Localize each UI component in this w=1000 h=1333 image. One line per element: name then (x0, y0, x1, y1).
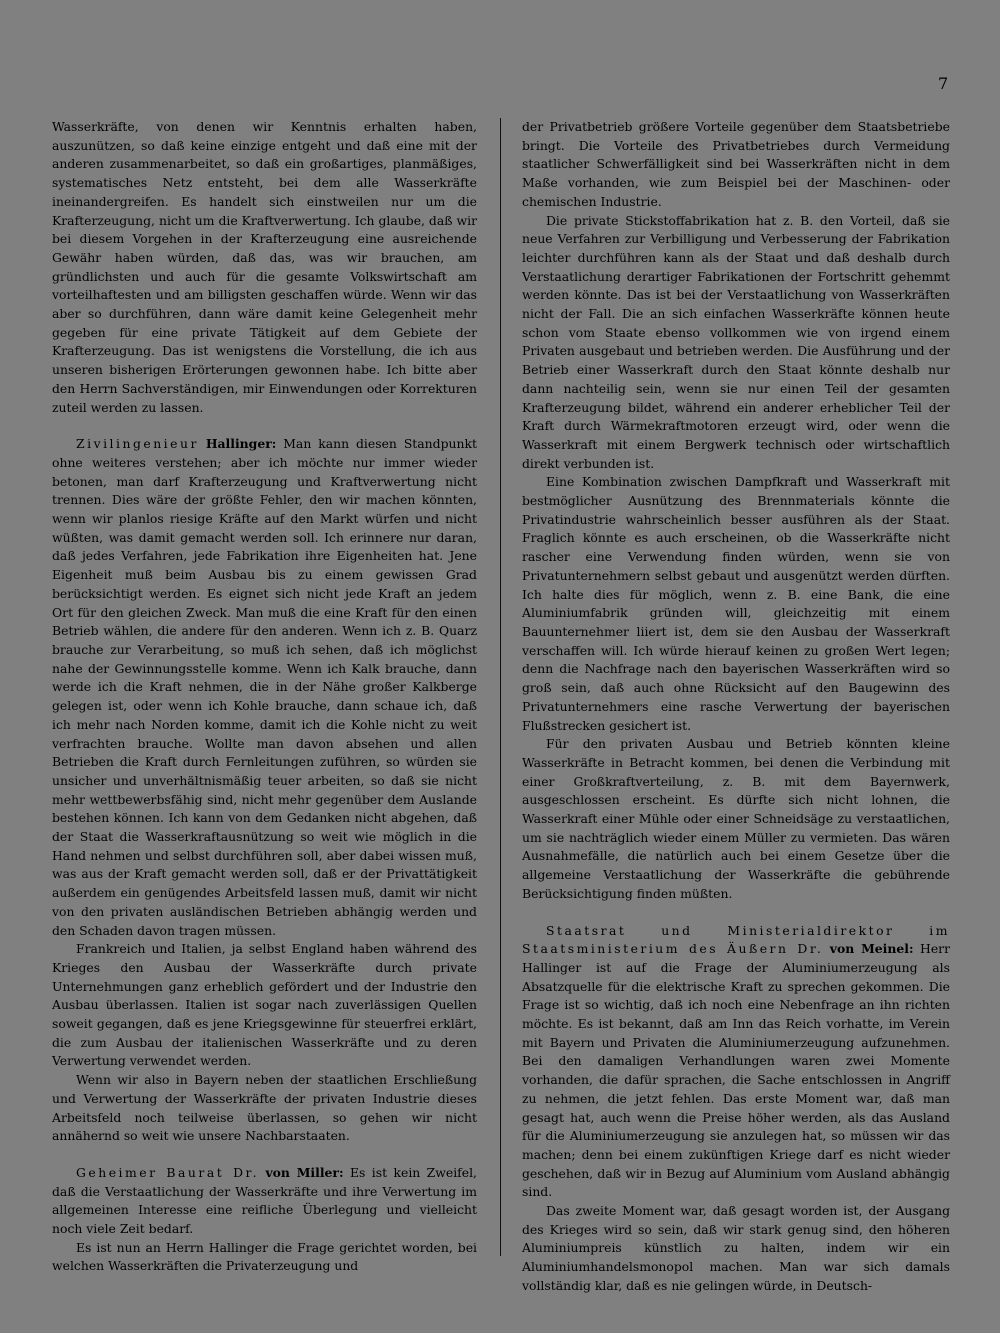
paragraph: Für den privaten Ausbau und Betrieb könnten kleine Wasserkräfte in Betracht kommen, bei denen die Verbindung mit einer Großkraftverteilung, z. B. mit dem Bayernwerk, ausgeschlossen erscheint. Es dürfte sich nicht lohnen, die Wasserkraft einer Mühle oder einer Schneidsäge zu verstaatlichen, um sie nachträglich wieder einem Müller zu vermieten. Das wären Ausnahmefälle, die natürlich auch bei einem Gesetze über die allgemeine Verstaatlichung der Wasserkräfte die gebührende Berücksichtigung finden müßten. (522, 736, 950, 901)
paragraph: Frankreich und Italien, ja selbst England haben während des Krieges den Ausbau der Wasserkräfte durch private Unternehmungen ganz erheblich gefördert und der Industrie den Ausbau überlassen. Italien ist sogar nach zuverlässigen Quellen soweit gegangen, daß es jene Kriegsgewinne für steuerfrei erklärt, die zum Ausbau der italienischen Wasserkräfte und zu deren Verwertung verwendet werden. (52, 941, 477, 1069)
paragraph: Eine Kombination zwischen Dampfkraft und Wasserkraft mit bestmöglicher Ausnützung des Brennmaterials könnte die Privatindustrie wahrscheinlich besser ausführen als der Staat. Fraglich könnte es auch erscheinen, ob die Wasserkräfte nicht rascher eine Verwendung finden würden, wenn sie von Privatunternehmern selbst gebaut und ausgenützt werden dürften. Ich halte dies für möglich, wenn z. B. eine Bank, die eine Aluminiumfabrik gründen will, gleichzeitig mit einem Bauunternehmer liiert ist, dem sie den Ausbau der Wasserkraft verschaffen will. Ich würde hierauf keinen zu großen Wert legen; denn die Nachfrage nach den bayerischen Wasserkräften wird so groß sein, daß auch ohne Rücksicht auf den Baugewinn des Privatunternehmers eine rasche Verwertung der bayerischen Flußstrecken gesichert ist. (522, 474, 950, 733)
speaker-text: Man kann diesen Standpunkt ohne weiteres verstehen; aber ich möchte nur immer wieder betonen, man darf Krafterzeugung und Kraftverwertung nicht trennen. Dies wäre der größte Fehler, den wir machen könnten, wenn wir planlos riesige Kräfte auf den Markt würfen und nicht wüßten, was damit gemacht werden soll. Ich erinnere nur daran, daß jedes Verfahren, jede Fabrikation ihre Eigenheiten hat. Jene Eigenheit muß beim Ausbau bis zu einem gewissen Grad berücksichtigt werden. Es eignet sich nicht jede Kraft an jedem Ort für den gleichen Zweck. Man muß die eine Kraft für den einen Betrieb wählen, die andere für den anderen. Wenn ich z. B. Quarz brauche zur Verarbeitung, so muß ich sehen, daß ich möglichst nahe der Gewinnungsstelle komme. Wenn ich Kalk brauche, dann werde ich die Kraft nehmen, die in der Nähe großer Kalkberge gelegen ist, oder wenn ich Kohle brauche, dann schaue ich, daß ich mehr nach Norden komme, damit ich die Kohle nicht zu weit verfrachten brauche. Wollte man davon absehen und allen Betrieben die Kraft durch Fernleitungen zuführen, so würden sie unsicher und unverhältnismäßig teuer arbeiten, so daß sie nicht mehr wettbewerbsfähig sind, nicht mehr gegenüber dem Auslande bestehen können. Ich kann von dem Gedanken nicht abgehen, daß der Staat die Wasserkraftausnützung so weit wie möglich in die Hand nehmen und selbst durchführen soll, aber dabei wissen muß, was aus der Kraft gemacht werden soll, daß er der Privattätigkeit außerdem ein genügendes Arbeitsfeld lassen muß, damit wir nicht von den privaten ausländischen Betrieben abhängig werden und den Schaden davon tragen müssen. (52, 436, 477, 938)
speaker-name: von Meinel: (829, 941, 914, 957)
speaker-name: von Miller: (265, 1164, 344, 1180)
left-column (52, 118, 477, 1276)
speaker-paragraph (52, 435, 477, 940)
paragraph: der Privatbetrieb größere Vorteile gegenüber dem Staatsbetriebe bringt. Die Vorteile des Privatbetriebes durch Vermeidung staatlicher Schwerfälligkeit sind bei Wasserkräften nicht in dem Maße vorhanden, wie zum Beispiel bei der Maschinen- oder chemischen Industrie. (522, 119, 950, 209)
speaker-title: Geheimer Baurat Dr. (76, 1164, 260, 1180)
right-column (522, 118, 950, 1296)
speaker-title: Staatsrat und Ministerialdirektor im Staatsministerium des Äußern Dr. (522, 922, 950, 957)
speaker-name: Hallinger: (205, 436, 277, 452)
speaker-paragraph (52, 1164, 477, 1239)
paragraph: Die private Stickstoffabrikation hat z. B. den Vorteil, daß sie neue Verfahren zur Verbilligung und Verbesserung der Fabrikation leichter durchführen kann als der Staat und daß deshalb durch Verstaatlichung derartiger Fabrikationen der Fortschritt gehemmt werden könnte. Das ist bei der Verstaatlichung von Wasserkräften nicht der Fall. Die an sich einfachen Wasserkräfte können heute schon vom Staate ebenso vollkommen wie von irgend einem Privaten ausgebaut und betrieben werden. Die Ausführung und der Betrieb einer Wasserkraft durch den Staat könnte deshalb nur dann nachteilig sein, wenn sie nur einen Teil der gesamten Krafterzeugung bildet, während ein anderer erheblicher Teil der Kraft durch Wärmekraftmotoren erzeugt wird, oder wenn die Wasserkraft mit einem Bergwerk technisch oder wirtschaftlich direkt verbunden ist. (522, 212, 950, 471)
column-divider (500, 118, 501, 1256)
paragraph: Wenn wir also in Bayern neben der staatlichen Erschließung und Verwertung der Wasserkräfte der privaten Industrie dieses Arbeitsfeld noch teilweise überlassen, so gehen wir nicht annähernd so weit wie unsere Nachbarstaaten. (52, 1072, 477, 1144)
paragraph: Wasserkräfte, von denen wir Kenntnis erhalten haben, auszunützen, so daß keine einzige entgeht und daß eine mit der anderen zusammenarbeitet, so daß ein großartiges, planmäßiges, systematisches Netz entsteht, bei dem alle Wasserkräfte ineinandergreifen. Es handelt sich einstweilen nur um die Krafterzeugung, nicht um die Kraftverwertung. Ich glaube, daß wir bei diesem Vorgehen in der Krafterzeugung eine ausreichende Gewähr haben würden, daß das, was wir brauchen, am gründlichsten und auch für die gesamte Volkswirtschaft am vorteilhaftesten und am billigsten geschaffen würde. Wenn wir das aber so durchführen, dann wäre damit keine Gelegenheit mehr gegeben für eine private Tätigkeit auf dem Gebiete der Krafterzeugung. Das ist wenigstens die Vorstellung, die ich aus unseren bisherigen Erörterungen gewonnen habe. Ich bitte aber den Herrn Sachverständigen, mir Einwendungen oder Korrekturen zuteil werden zu lassen. (52, 119, 477, 415)
paragraph: Das zweite Moment war, daß gesagt worden ist, der Ausgang des Krieges wird so sein, daß wir stark genug sind, den höheren Aluminiumpreis künstlich zu halten, indem wir ein Aluminiumhandelsmonopol machen. Man war sich damals vollständig klar, daß es nie gelingen würde, in Deutsch- (522, 1203, 950, 1293)
speaker-text: Herr Hallinger ist auf die Frage der Aluminiumerzeugung als Absatzquelle für die elektrische Kraft zu sprechen gekommen. Die Frage ist so wichtig, daß ich noch eine Nebenfrage an ihn richten möchte. Es ist bekannt, daß am Inn das Reich vorhatte, im Verein mit Bayern und Privaten die Aluminiumerzeugung aufzunehmen. Bei den damaligen Verhandlungen waren zwei Momente vorhanden, die dafür sprachen, die Sache entschlossen in Angriff zu nehmen, die jetzt fehlen. Das erste Moment war, daß man gesagt hat, auch wenn die Preise höher werden, als das Ausland für die Aluminiumerzeugung sie anzulegen hat, so müssen wir das machen; denn bei einem zukünftigen Kriege darf es nicht wieder geschehen, daß wir in Bezug auf Aluminium vom Ausland abhängig sind. (522, 941, 950, 1200)
speaker-text: Es ist kein Zweifel, daß die Verstaatlichung der Wasserkräfte und ihre Verwertung im allgemeinen Interesse eine reifliche Überlegung und vielleicht noch viele Zeit bedarf. (52, 1164, 477, 1237)
page-number: 7 (938, 74, 949, 93)
paragraph: Es ist nun an Herrn Hallinger die Frage gerichtet worden, bei welchen Wasserkräften die Privaterzeugung und (52, 1239, 477, 1274)
speaker-paragraph (522, 922, 950, 1203)
speaker-title: Zivilingenieur (76, 436, 199, 452)
